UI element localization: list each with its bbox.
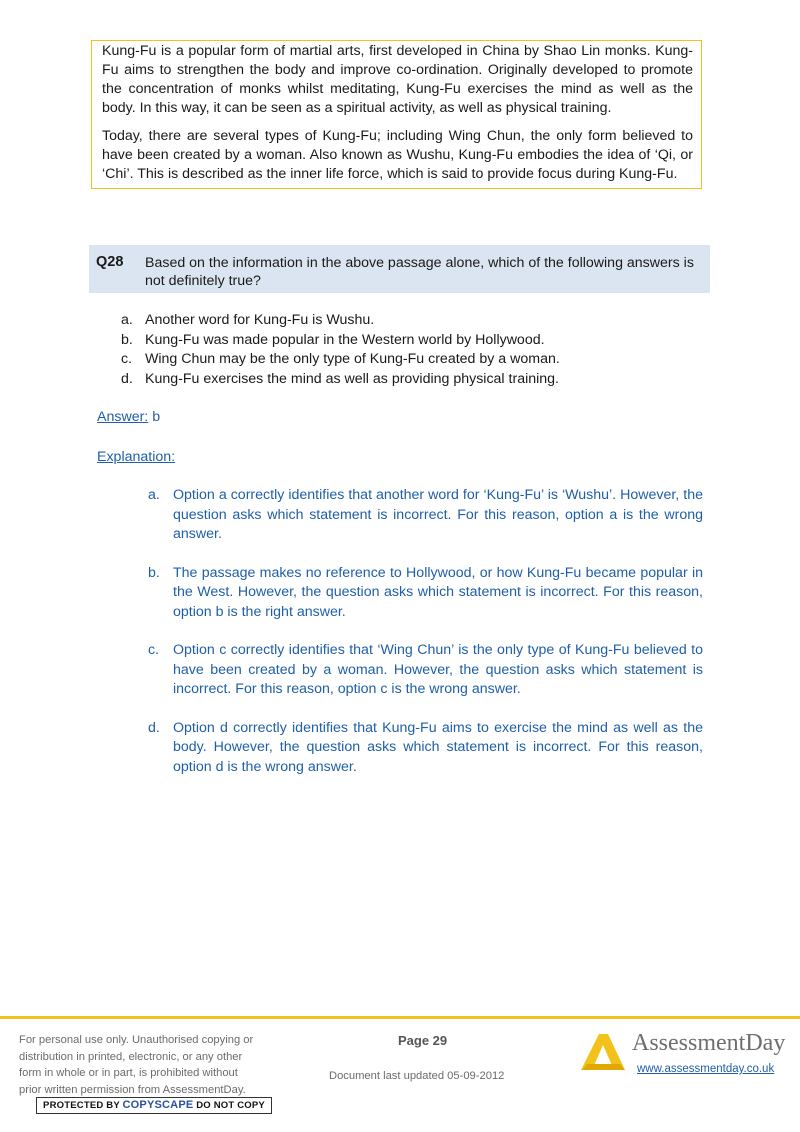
passage-box [91, 40, 702, 189]
disclaimer-line: prior written permission from AssessmentDay. [19, 1083, 246, 1096]
explanation-item [148, 719, 703, 778]
copyscape-brand: COPYSCAPE [122, 1099, 194, 1111]
option-item [121, 311, 681, 331]
option-text: Wing Chun may be the only type of Kung-Fu created by a woman. [145, 351, 560, 367]
explanation-letter: c. [148, 642, 160, 658]
website-link[interactable]: www.assessmentday.co.uk [637, 1063, 775, 1075]
explanation-list [148, 486, 703, 796]
assessmentday-logo-icon [578, 1030, 628, 1072]
option-item [121, 331, 681, 351]
explanation-text: The passage makes no reference to Hollywood, or how Kung-Fu became popular in the West. However, the question asks which statement is incorrect. For this reason, option b is the right answer. [173, 564, 703, 620]
option-letter: a. [121, 312, 133, 328]
page-number: Page 29 [398, 1033, 448, 1048]
copyscape-badge[interactable] [36, 1097, 272, 1114]
explanation-letter: d. [148, 719, 160, 736]
option-text: Kung-Fu exercises the mind as well as providing physical training. [145, 370, 560, 387]
option-letter: b. [121, 331, 133, 348]
logo-wordmark: AssessmentDay [632, 1030, 786, 1056]
footer-divider [0, 1016, 800, 1019]
question-number: Q28 [96, 254, 124, 270]
explanation-letter: b. [148, 564, 160, 581]
answer-value: b [152, 409, 161, 425]
question-text: Based on the information in the above passage alone, which of the following answers is not definitely true? [145, 255, 694, 289]
answer-options [121, 311, 681, 389]
answer-line [97, 409, 160, 425]
option-letter: c. [121, 351, 133, 367]
footer-disclaimer [19, 1032, 289, 1098]
passage-paragraph: Kung-Fu is a popular form of martial arts, first developed in China by Shao Lin monks. Kung-Fu aims to strengthen the body and improve co-ordination. Originally developed to promote the concentration of monks whilst meditating, Kung-Fu exercises the mind as well as the body. In this way, it can be seen as a spiritual activity, as well as physical training. [102, 43, 693, 116]
explanation-item [148, 641, 703, 700]
disclaimer-line: For personal use only. Unauthorised copying or [19, 1034, 254, 1046]
disclaimer-line: form in whole or in part, is prohibited without [19, 1067, 238, 1079]
explanation-letter: a. [148, 487, 160, 503]
option-item [121, 350, 681, 370]
explanation-item [148, 564, 703, 623]
disclaimer-line: distribution in printed, electronic, or any other [19, 1050, 243, 1063]
explanation-title: Explanation: [97, 449, 176, 465]
option-text: Another word for Kung-Fu is Wushu. [145, 312, 375, 328]
explanation-item [148, 486, 703, 545]
explanation-text: Option d correctly identifies that Kung-Fu aims to exercise the mind as well as the body. However, the question asks which statement is incorrect. For this reason, option d is the wrong answer. [173, 719, 703, 775]
option-text: Kung-Fu was made popular in the Western world by Hollywood. [145, 331, 545, 348]
answer-label: Answer: [97, 409, 149, 425]
passage-paragraph: Today, there are several types of Kung-Fu; including Wing Chun, the only form believed to have been created by a woman. Also known as Wushu, Kung-Fu embodies the idea of ‘Qi, or ‘Chi’. This is described as the inner life force, which is said to provide focus during Kung-Fu. [102, 128, 693, 182]
copyscape-prefix: PROTECTED BY [43, 1100, 120, 1111]
option-letter: d. [121, 370, 133, 387]
question-box [89, 245, 710, 293]
copyscape-suffix: DO NOT COPY [196, 1100, 265, 1111]
explanation-text: Option a correctly identifies that another word for ‘Kung-Fu’ is ‘Wushu’. However, the question asks which statement is incorrect. For this reason, option a is the wrong answer. [173, 487, 703, 542]
explanation-text: Option c correctly identifies that ‘Wing Chun’ is the only type of Kung-Fu believed to have been created by a woman. However, the question asks which statement is incorrect. For this reason, option c is the wrong answer. [173, 642, 703, 697]
last-updated: Document last updated 05-09-2012 [329, 1070, 505, 1082]
option-item [121, 370, 681, 390]
